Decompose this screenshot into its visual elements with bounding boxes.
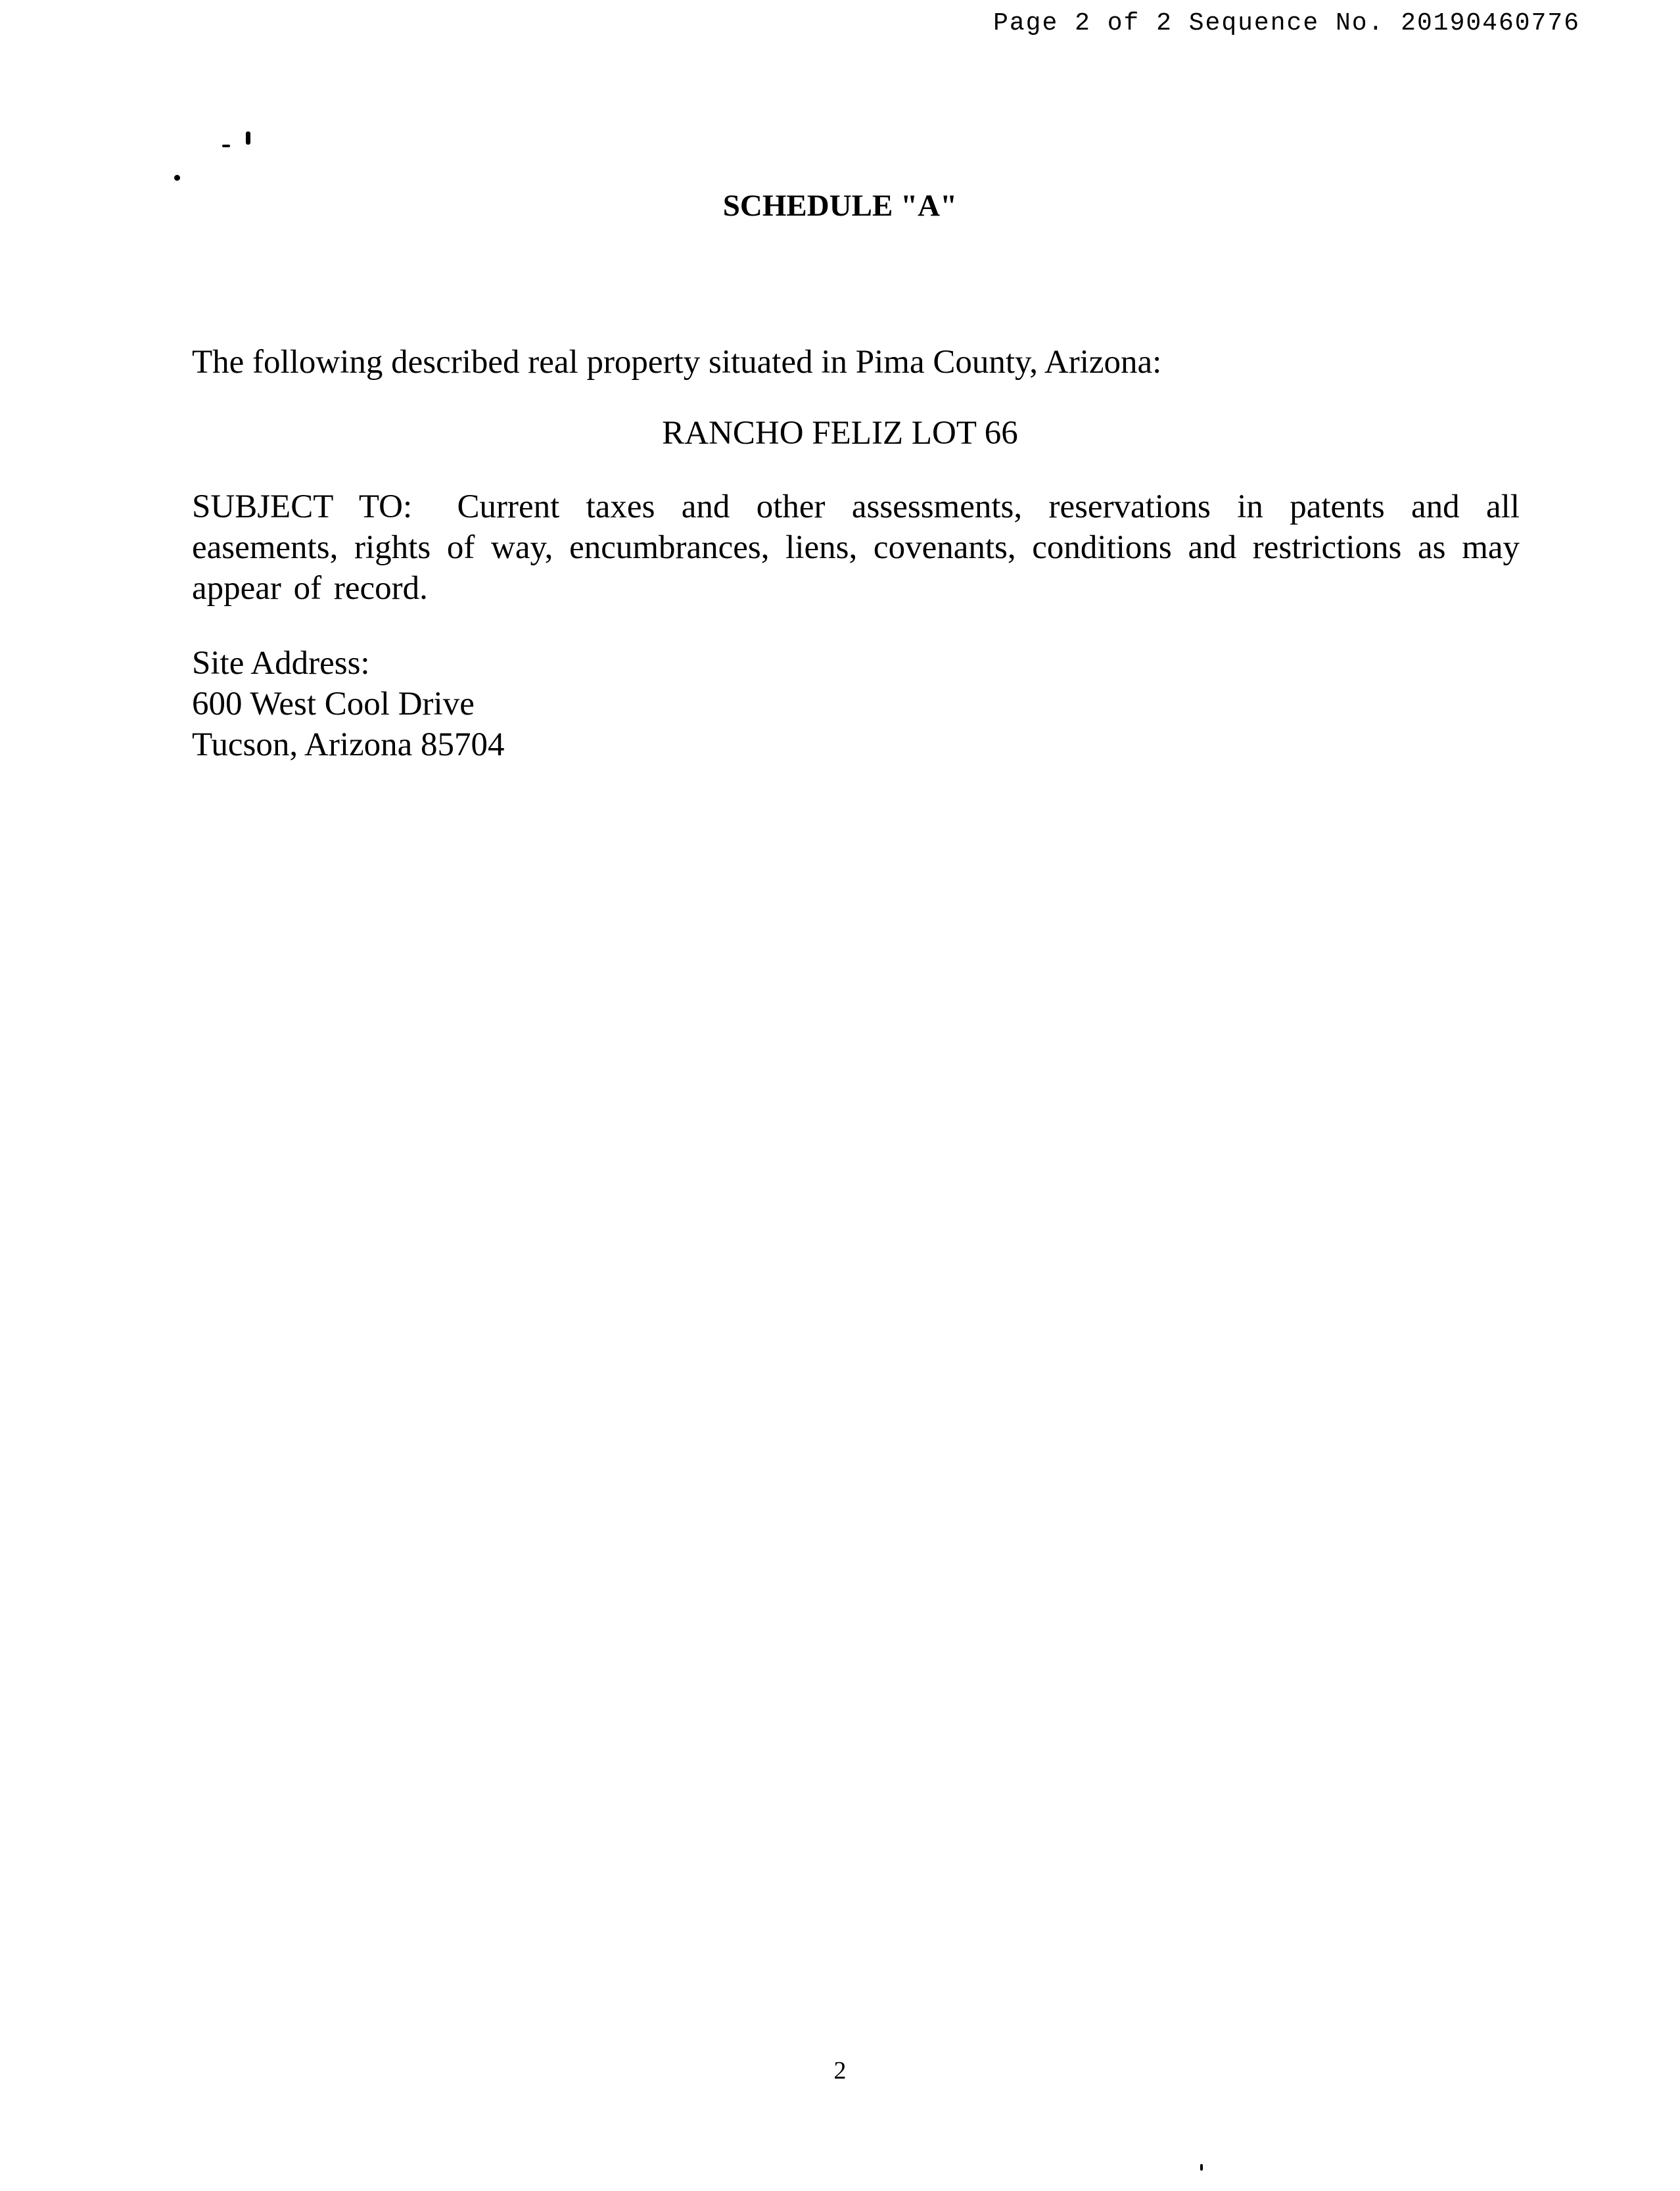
- subject-to-label: SUBJECT TO:: [192, 488, 413, 525]
- site-address-city: Tucson, Arizona 85704: [192, 726, 505, 763]
- site-address-label: Site Address:: [192, 645, 370, 682]
- page-number: 2: [833, 2057, 847, 2085]
- subject-to-text: Current taxes and other assessments, reservations in patents and all easements, rights of way, encumbrances, liens, covenants, conditions and restrictions as may appear of record.: [192, 488, 1520, 607]
- scan-speck: [1200, 2164, 1203, 2171]
- site-address-street: 600 West Cool Drive: [192, 686, 475, 722]
- recording-stamp: Page 2 of 2 Sequence No. 20190460776: [993, 9, 1580, 37]
- property-intro: The following described real property situated in Pima County, Arizona:: [192, 344, 1162, 381]
- subject-to-paragraph: [192, 486, 1520, 609]
- scan-speck: [222, 145, 230, 147]
- schedule-title: SCHEDULE "A": [722, 189, 958, 223]
- scan-speck: [174, 175, 180, 181]
- site-address-block: [192, 643, 1520, 765]
- scan-speck: [246, 131, 250, 145]
- lot-description: RANCHO FELIZ LOT 66: [662, 415, 1018, 452]
